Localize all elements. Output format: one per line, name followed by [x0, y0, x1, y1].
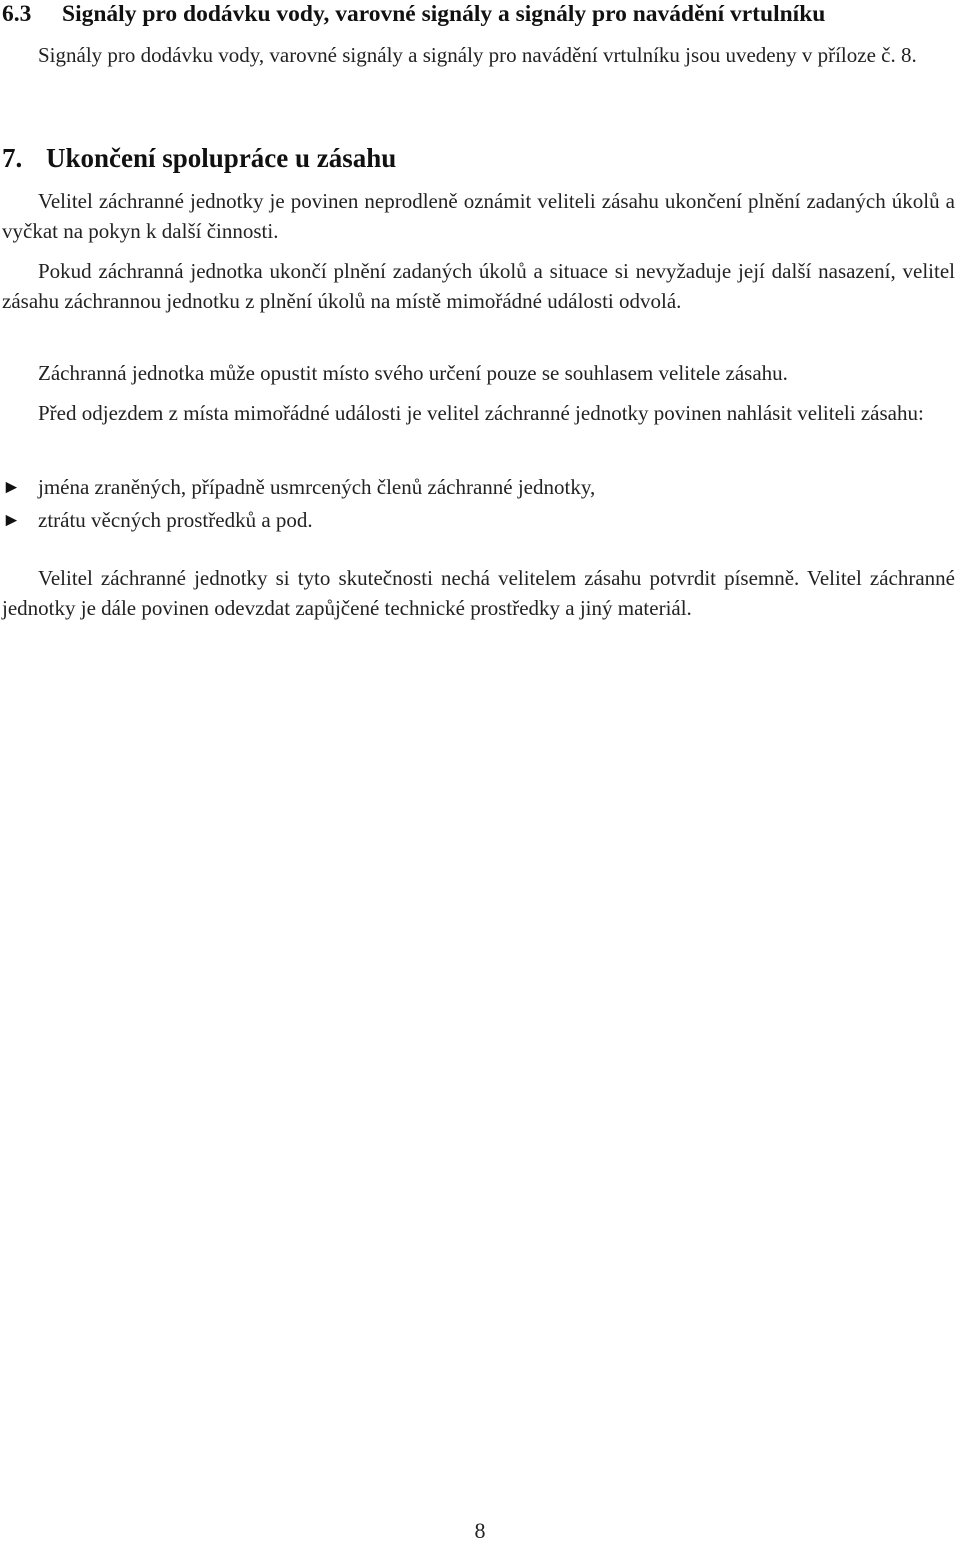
bullet-arrow-icon: ►	[2, 510, 21, 531]
section-title: Signály pro dodávku vody, varovné signály a signály pro navádění vrtulníku	[62, 1, 826, 27]
paragraph-leave-consent: Záchranná jednotka může opustit místo svého určení pouze se souhlasem velitele zásahu.	[38, 361, 788, 385]
paragraph-report-before-departure: Před odjezdem z místa mimořádné události je velitel záchranné jednotky povinen nahlásit veliteli zásahu:	[38, 401, 924, 425]
paragraph-signals: Signály pro dodávku vody, varovné signály a signály pro navádění vrtulníku jsou uvedeny v příloze č. 8.	[38, 43, 917, 67]
section-heading-6-3	[2, 0, 825, 28]
paragraph-report-completion: Velitel záchranné jednotky je povinen neprodleně oznámit veliteli zásahu ukončení plnění zadaných úkolů a vyčkat na pokyn k další činnosti.	[2, 189, 955, 243]
list-item-text: jména zraněných, případně usmrcených členů záchranné jednotky,	[38, 475, 596, 499]
section-title: Ukončení spolupráce u zásahu	[46, 143, 397, 173]
section-number: 7.	[2, 143, 23, 173]
list-item	[2, 471, 595, 504]
page-number: 8	[474, 1518, 486, 1543]
bullet-arrow-icon: ►	[2, 477, 21, 498]
section-heading-7	[2, 142, 396, 174]
report-items-list	[2, 471, 595, 537]
list-item-text: ztrátu věcných prostředků a pod.	[38, 508, 313, 532]
section-number: 6.3	[2, 1, 32, 27]
paragraph-recall: Pokud záchranná jednotka ukončí plnění zadaných úkolů a situace si nevyžaduje její další nasazení, velitel zásahu záchrannou jednotku z plnění úkolů na místě mimořádné události odvolá.	[2, 259, 955, 313]
list-item	[2, 504, 595, 537]
paragraph-confirmation: Velitel záchranné jednotky si tyto skutečnosti nechá velitelem zásahu potvrdit písemně. Velitel záchranné jednotky je dále povinen odevzdat zapůjčené technické prostředky a jiný materiál.	[2, 566, 955, 620]
